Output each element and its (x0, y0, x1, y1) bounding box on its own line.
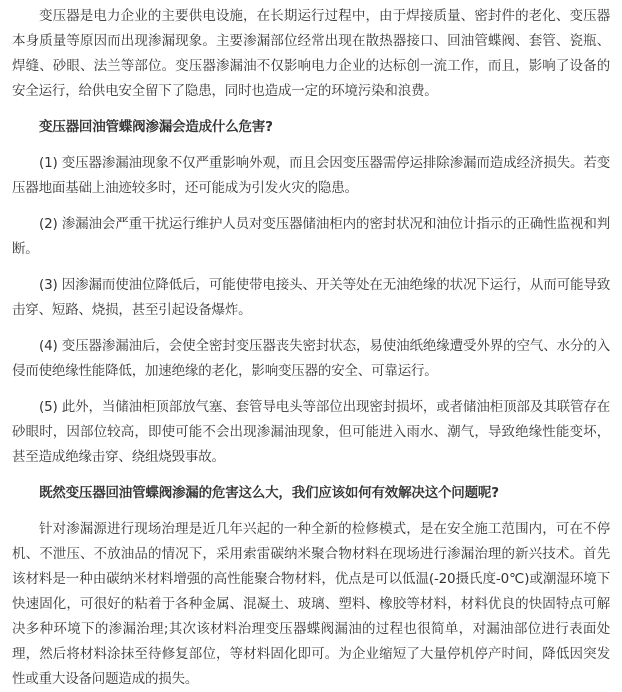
harm-item-2: (2) 渗漏油会严重干扰运行维护人员对变压器储油柜内的密封状况和油位计指示的正确性监视和判断。 (12, 216, 610, 257)
section-heading-solution: 既然变压器回油管蝶阀渗漏的危害这么大，我们应该如何有效解决这个问题呢? (39, 485, 499, 501)
spacer (12, 262, 610, 273)
spacer (12, 140, 610, 151)
solution-paragraph: 针对渗漏源进行现场治理是近几年兴起的一种全新的检修模式，是在安全施工范围内，可在不停机、不泄压、不放油品的情况下，采用索雷碳纳米聚合物材料在现场进行渗漏治理的新兴技术。首先该材料是一种由碳纳米材料增强的高性能聚合物材料，优点是可以低温(-20摄氏度-0℃)或潮湿环境下快速固化，可很好的粘着于各种金属、混凝土、玻璃、塑料、橡胶等材料，材料优良的快固特点可解决多种环境下的渗漏治理;其次该材料治理变压器蝶阀漏油的过程也很简单，对漏油部位进行表面处理，然后将材料涂抹至待修复部位，等材料固化即可。为企业缩短了大量停机停产时间，降低因突发性或重大设备问题造成的损失。 (12, 521, 610, 687)
harm-item-3: (3) 因渗漏而使油位降低后，可能使带电接头、开关等处在无油绝缘的状况下运行，从而可能导致击穿、短路、烧损，甚至引起设备爆炸。 (12, 277, 610, 318)
section-heading-harms: 变压器回油管蝶阀渗漏会造成什么危害? (39, 119, 273, 135)
spacer (12, 104, 610, 115)
spacer (12, 323, 610, 334)
spacer (12, 506, 610, 517)
spacer (12, 470, 610, 481)
spacer (12, 384, 610, 395)
harm-item-1: (1) 变压器渗漏油现象不仅严重影响外观，而且会因变压器需停运排除渗漏而造成经济损失。若变压器地面基础上油迹较多时，还可能成为引发火灾的隐患。 (12, 155, 610, 196)
spacer (12, 201, 610, 212)
harm-item-5: (5) 此外，当储油柜顶部放气塞、套管导电头等部位出现密封损坏，或者储油柜顶部及其联管存在砂眼时，因部位较高，即使可能不会出现渗漏油现象，但可能进入雨水、潮气，导致绝缘性能变坏，甚至造成绝缘击穿、绕组烧毁事故。 (12, 399, 610, 465)
intro-paragraph: 变压器是电力企业的主要供电设施，在长期运行过程中，由于焊接质量、密封件的老化、变压器本身质量等原因而出现渗漏现象。主要渗漏部位经常出现在散热器接口、回油管蝶阀、套管、瓷瓶、焊缝、砂眼、法兰等部位。变压器渗漏油不仅影响电力企业的达标创一流工作，而且，影响了设备的安全运行，给供电安全留下了隐患，同时也造成一定的环境污染和浪费。 (12, 8, 610, 99)
harm-item-4: (4) 变压器渗漏油后，会使全密封变压器丧失密封状态，易使油纸绝缘遭受外界的空气、水分的入侵而使绝缘性能降低，加速绝缘的老化，影响变压器的安全、可靠运行。 (12, 338, 610, 379)
